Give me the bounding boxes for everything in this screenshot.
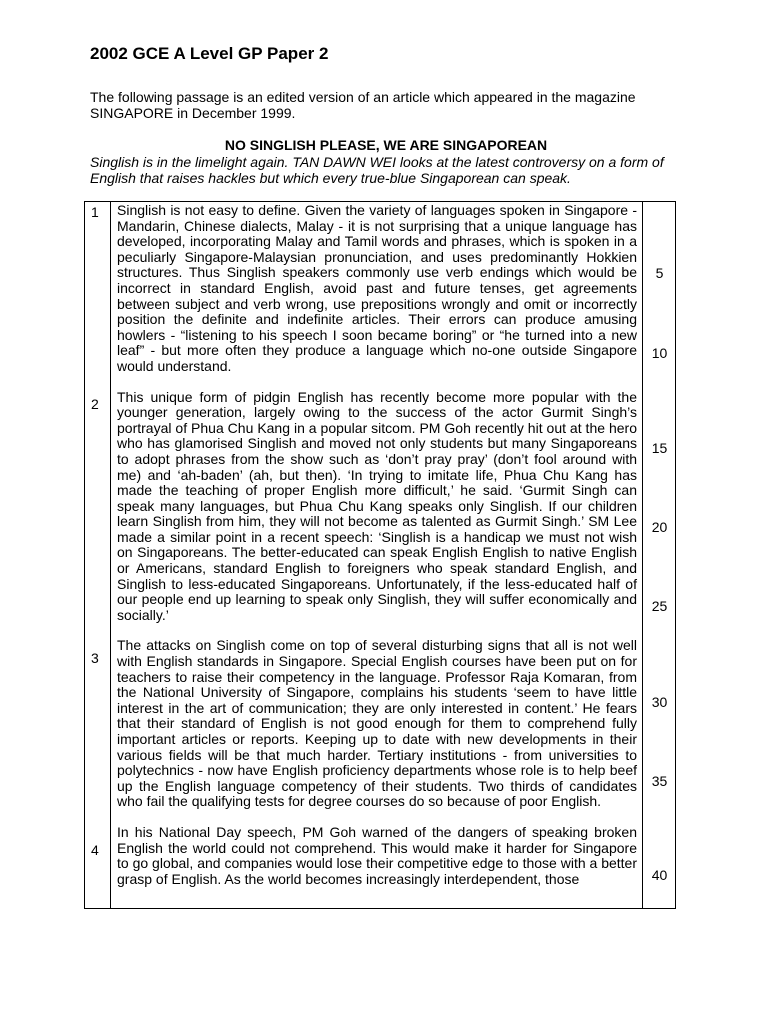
paragraph-1: Singlish is not easy to define. Given the variety of languages spoken in Singapore - Mandarin, Chinese dialects, Malay - it is not surprising that a unique language has developed, incorporating Malay and Tamil words and phrases, which is spoken in a peculiarly Singapore-Malaysian pronunciation, and uses predominantly Hokkien structures. Thus Singlish speakers commonly use verb endings which would be incorrect in standard English, avoid past and future tenses, get agreements between subject and verb wrong, use prepositions wrongly and omit or incorrectly position the definite and indefinite articles. Their errors can produce amusing howlers - “listening to his speech I soon became boring” or “he turned into a new leaf” - but more often they produce a language which no-one outside Singapore would understand. bbox=[117, 202, 637, 374]
paragraph-number-2: 2 bbox=[91, 396, 99, 412]
paragraph-number-4: 4 bbox=[91, 842, 99, 858]
page-title: 2002 GCE A Level GP Paper 2 bbox=[90, 44, 329, 63]
intro-line-2: SINGAPORE in December 1999. bbox=[90, 105, 296, 121]
intro-text bbox=[90, 89, 650, 121]
line-number-20: 20 bbox=[651, 519, 668, 535]
line-number-30: 30 bbox=[651, 694, 668, 710]
line-number-15: 15 bbox=[651, 440, 668, 456]
paragraph-4: In his National Day speech, PM Goh warned of the dangers of speaking broken English the world could not comprehend. This would make it harder for Singapore to go global, and companies would lose their competitive edge to those with a better grasp of English. As the world becomes increasingly interdependent, those bbox=[117, 823, 637, 887]
paragraph-number-column bbox=[85, 202, 111, 909]
paragraph-3: The attacks on Singlish come on top of several disturbing signs that all is not well with English standards in Singapore. Special English courses have been put on for teachers to raise their competency in the language. Professor Raja Komaran, from the National University of Singapore, complains his students ‘seem to have little interest in the art of communication; they are only interested in content.’ He fears that their standard of English is not good enough for them to comprehend fully important articles or reports. Keeping up to date with new developments in their various fields will be that much harder. Tertiary institutions - from universities to polytechnics - now have English proficiency departments whose role is to help beef up the English language competency of their students. Two thirds of candidates who fail the qualifying tests for degree courses do so because of poor English. bbox=[117, 637, 637, 810]
line-number-5: 5 bbox=[655, 265, 664, 281]
passage-text-column bbox=[111, 202, 643, 909]
passage-table bbox=[84, 201, 676, 909]
intro-line-1: The following passage is an edited version of an article which appeared in the magazine bbox=[90, 89, 636, 105]
paragraph-number-1: 1 bbox=[91, 204, 99, 220]
paragraph-2: This unique form of pidgin English has recently become more popular with the younger generation, largely owing to the success of the actor Gurmit Singh’s portrayal of Phua Chu Kang in a popular sitcom. PM Goh recently hit out at the hero who has glamorised Singlish and moved not only students but many Singaporeans to adopt phrases from the show such as ‘don’t pray pray’ (don’t fool around with me) and ‘ah-baden’ (ah, but then). ‘In trying to imitate life, Phua Chu Kang has made the teaching of proper English more difficult,’ he said. ‘Gurmit Singh can speak many languages, but Phua Chu Kang speaks only Singlish. If our children learn Singlish from him, they will not become as talented as Gurmit Singh.’ SM Lee made a similar point in a recent speech: ‘Singlish is a handicap we must not wish on Singaporeans. The better-educated can speak English English to native English or Americans, standard English to foreigners who speak standard English, and Singlish to less-educated Singaporeans. Unfortunately, if the less-educated half of our people end up learning to speak only Singlish, they will suffer economically and socially.’ bbox=[117, 388, 637, 623]
article-title: NO SINGLISH PLEASE, WE ARE SINGAPOREAN bbox=[224, 137, 548, 153]
article-standfirst: Singlish is in the limelight again. TAN DAWN WEI looks at the latest controversy on a form of English that raises hackles but which every true-blue Singaporean can speak. bbox=[90, 154, 664, 186]
line-number-35: 35 bbox=[651, 773, 668, 789]
line-number-25: 25 bbox=[651, 598, 668, 614]
line-number-10: 10 bbox=[651, 345, 668, 361]
paragraph-number-3: 3 bbox=[91, 650, 99, 666]
line-number-40: 40 bbox=[651, 867, 668, 883]
line-number-column bbox=[643, 202, 676, 909]
